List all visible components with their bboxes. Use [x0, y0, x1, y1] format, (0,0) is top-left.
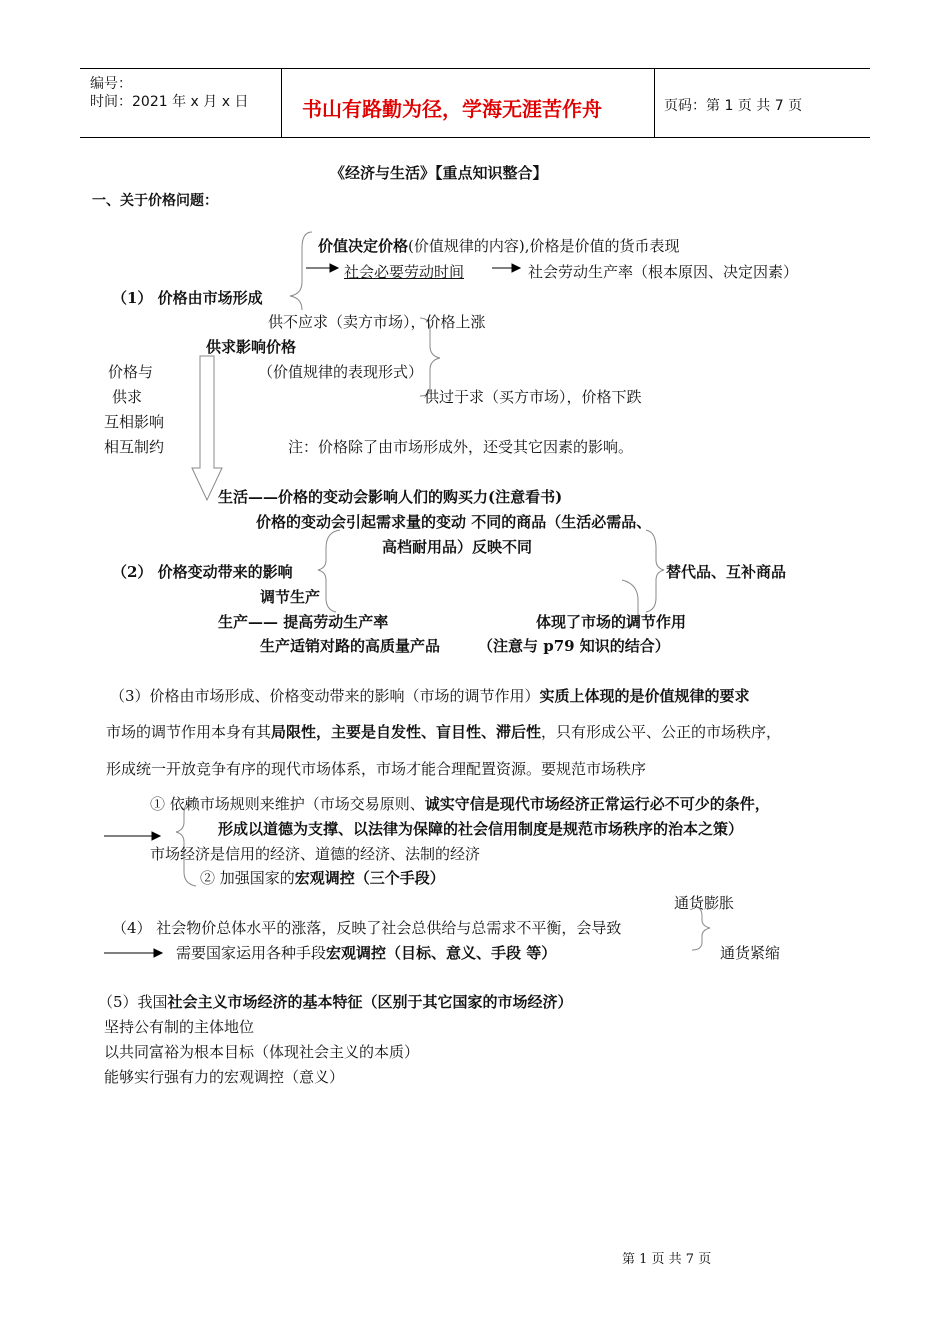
- p4-line-2: [176, 942, 556, 963]
- value-determines-price: [318, 235, 680, 256]
- p3-item-1-b: 诚实守信是现代市场经济正常运行必不可少的条件，: [424, 795, 770, 813]
- p3-line-1-normal: （3）价格由市场形成、价格变动带来的影响（市场的调节作用）: [110, 687, 540, 705]
- page-label: 页码：第 1 页 共 7 页: [664, 98, 803, 114]
- p1-heading: （1） 价格由市场形成: [112, 289, 263, 307]
- p3-item-1: [150, 793, 770, 814]
- p5-line-1: [98, 991, 573, 1012]
- note-p79: （注意与 p79 知识的结合）: [478, 637, 670, 655]
- quality-products: 生产适销对路的高质量产品: [260, 637, 441, 655]
- p3-line-2-c: ，只有形成公平、公正的市场秩序，: [541, 723, 782, 741]
- side-label-4: 相互制约: [104, 438, 165, 456]
- supply-demand: 供求影响价格: [206, 338, 297, 356]
- p3-item-1-a: ① 依赖市场规则来维护（市场交易原则、: [150, 795, 425, 813]
- p3-item-2-b: 宏观调控（三个手段）: [294, 869, 445, 887]
- side-label-1: 价格与: [108, 363, 154, 381]
- demand-line-2: 高档耐用品）反映不同: [382, 538, 533, 556]
- side-label-3: 互相影响: [104, 413, 165, 431]
- credit-economy: 市场经济是信用的经济、道德的经济、法制的经济: [150, 845, 481, 863]
- p5-line-1-b: 社会主义市场经济的基本特征（区别于其它国家的市场经济）: [167, 993, 573, 1011]
- p3-line-2-b: 局限性，主要是自发性、盲目性、滞后性: [271, 723, 542, 741]
- number-label: 编号：: [90, 76, 132, 92]
- life-line: 生活——价格的变动会影响人们的购买力(注意看书): [218, 488, 563, 506]
- p3-line-1: [110, 685, 750, 706]
- demand-line-1: 价格的变动会引起需求量的变动 不同的商品（生活必需品、: [256, 513, 652, 531]
- p3-item-1-c: 形成以道德为支撑、以法律为保障的社会信用制度是规范市场秩序的治本之策）: [218, 820, 744, 838]
- p3-line-2: [106, 721, 781, 742]
- p4-line-2-a: 需要国家运用各种手段: [176, 944, 327, 962]
- price-note: 注：价格除了由市场形成外，还受其它因素的影响。: [288, 438, 634, 456]
- value-rest: (价值规律的内容),价格是价值的货币表现: [408, 237, 680, 255]
- production-line: 生产—— 提高劳动生产率: [218, 613, 389, 631]
- productivity: 社会劳动生产率（根本原因、决定因素）: [528, 263, 799, 281]
- adjust-production: 调节生产: [260, 588, 321, 606]
- p3-line-2-a: 市场的调节作用本身有其: [106, 723, 272, 741]
- law-form: （价值规律的表现形式）: [258, 363, 424, 381]
- section-heading: 一、关于价格问题：: [92, 193, 218, 209]
- p2-heading: （2） 价格变动带来的影响: [112, 563, 293, 581]
- supply-more: 供过于求（买方市场），价格下跌: [424, 388, 642, 406]
- p4-line-2-b: 宏观调控（目标、意义、手段 等）: [326, 944, 557, 962]
- doc-title: 《经济与生活》【重点知识整合】: [330, 164, 548, 182]
- p3-item-2-a: ② 加强国家的: [200, 869, 295, 887]
- supply-less: 供不应求（卖方市场），价格上涨: [268, 313, 486, 331]
- p5-item-3: 能够实行强有力的宏观调控（意义）: [104, 1068, 345, 1086]
- p3-line-1-bold: 实质上体现的是价值规律的要求: [539, 687, 750, 705]
- deflation: 通货紧缩: [720, 944, 781, 962]
- value-bold: 价值决定价格: [318, 237, 409, 255]
- date-label: 时间：2021 年 x 月 x 日: [90, 94, 249, 110]
- market-role: 体现了市场的调节作用: [536, 613, 687, 631]
- p5-item-2: 以共同富裕为根本目标（体现社会主义的本质）: [104, 1043, 420, 1061]
- p3-item-2: [200, 867, 445, 888]
- labor-time: 社会必要劳动时间: [344, 263, 465, 281]
- inflation: 通货膨胀: [674, 894, 735, 912]
- p5-line-1-a: （5）我国: [98, 993, 168, 1011]
- p3-line-3: 形成统一开放竞争有序的现代市场体系，市场才能合理配置资源。要规范市场秩序: [106, 760, 647, 778]
- p5-item-1: 坚持公有制的主体地位: [104, 1018, 255, 1036]
- p4-line-1: （4） 社会物价总体水平的涨落，反映了社会总供给与总需求不平衡，会导致: [112, 919, 622, 937]
- page-footer: 第 1 页 共 7 页: [622, 1252, 712, 1267]
- motto: 书山有路勤为径，学海无涯苦作舟: [302, 97, 602, 121]
- substitutes: 替代品、互补商品: [666, 563, 787, 581]
- side-label-2: 供求: [112, 388, 143, 406]
